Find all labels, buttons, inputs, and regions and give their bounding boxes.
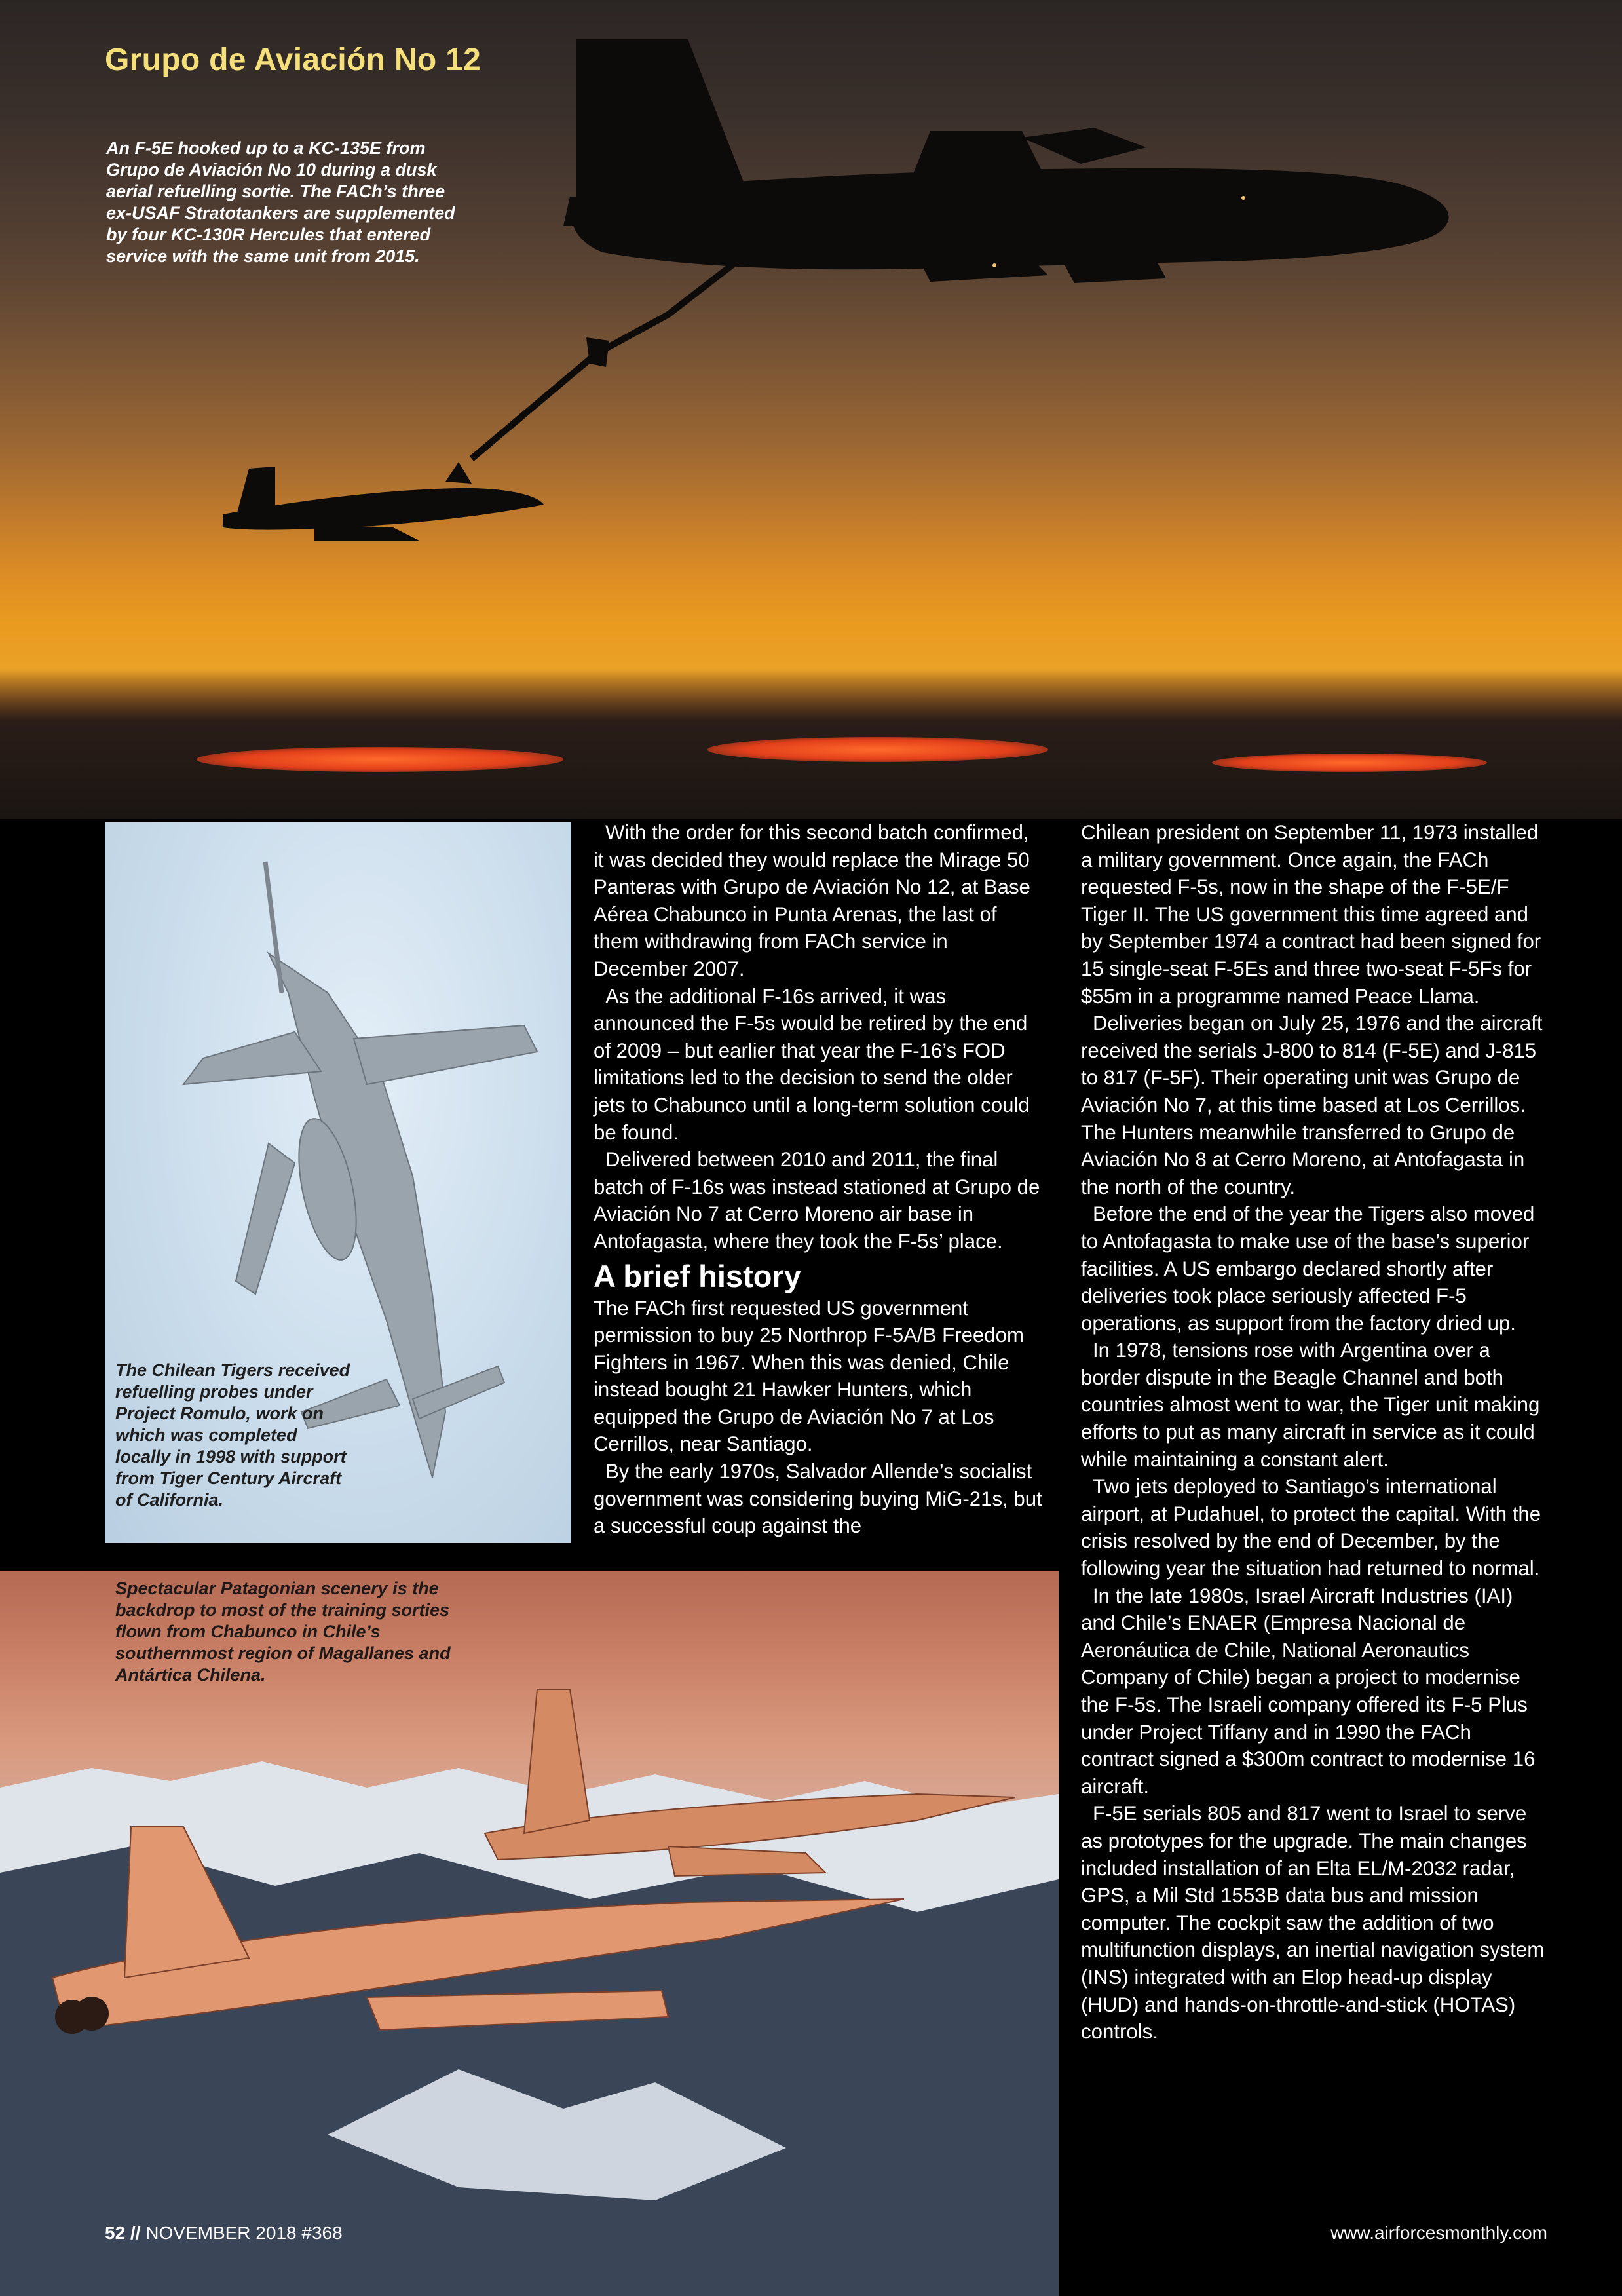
article-column-right: [1081, 819, 1546, 2046]
page-folio: [105, 2223, 343, 2244]
article-paragraph: In the late 1980s, Israel Aircraft Industries (IAI) and Chile’s ENAER (Empresa Nacional de Aeronáutica de Chile, National Aeronautics Company of Chile) began a project to modernise the F-5s. The Israeli company offered its F-5 Plus under Project Tiffany and in 1990 the FACh contract signed a $300m contract to modernise 16 aircraft.: [1081, 1584, 1536, 1798]
inset-photo: [105, 822, 571, 1543]
article-paragraph: In 1978, tensions rose with Argentina over a border dispute in the Beagle Channel and both countries almost went to war, the Tiger unit making efforts to put as many aircraft in service as it could while maintaining a constant alert.: [1081, 1339, 1540, 1471]
article-paragraph: Deliveries began on July 25, 1976 and the aircraft received the serials J-800 to 814 (F-5E) and J-815 to 817 (F-5F). Their operating unit was Grupo de Aviación No 7, at this time based at Los Cerrillos. The Hunters meanwhile transferred to Grupo de Aviación No 8 at Cerro Moreno, at Antofagasta in the north of the country.: [1081, 1012, 1543, 1198]
website-link[interactable]: www.airforcesmonthly.com: [1330, 2223, 1547, 2243]
article-column-middle: [594, 819, 1044, 1540]
article-paragraph: As the additional F-16s arrived, it was announced the F-5s would be retired by the end of 2009 – but earlier that year the F-16’s FOD limitations led to the decision to send the older jets to Chabunco until a long-term solution could be found.: [594, 984, 1030, 1144]
kc-135-tanker-silhouette: [563, 39, 1449, 283]
f-5e-fighter-silhouette: [223, 462, 544, 541]
article-paragraph: F-5E serials 805 and 817 went to Israel to serve as prototypes for the upgrade. The main changes included installation of an Elta EL/M-2032 radar, GPS, a Mil Std 1553B data bus and mission computer. The cockpit saw the addition of two multifunction displays, an inertial navigation system (INS) integrated with an Elop head-up display (HUD) and hands-on-throttle-and-stick (HOTAS) controls.: [1081, 1802, 1545, 2044]
folio-separator: //: [130, 2223, 141, 2243]
article-paragraph: Before the end of the year the Tigers also moved to Antofagasta to make use of the base’s superior facilities. A US embargo declared shortly after deliveries took place seriously affected F-5 operations, as support from the factory dried up.: [1081, 1202, 1535, 1335]
article-paragraph: Delivered between 2010 and 2011, the final batch of F-16s was instead stationed at Grupo de Aviación No 7 at Cerro Moreno air base in Antofagasta, where they took the F-5s’ place.: [594, 1148, 1040, 1253]
page-number: 52: [105, 2223, 126, 2243]
article-paragraph: By the early 1970s, Salvador Allende’s socialist government was considering buying MiG-21s, but a successful coup against the: [594, 1460, 1042, 1538]
issue-label: NOVEMBER 2018 #368: [145, 2223, 343, 2243]
inset-photo-caption: The Chilean Tigers received refuelling probes under Project Romulo, work on which was completed locally in 1998 with support from Tiger Century Aircraft of California.: [115, 1360, 350, 1510]
section-heading: A brief history: [594, 1258, 801, 1293]
hero-photo: [0, 0, 1622, 819]
article-paragraph: Two jets deployed to Santiago’s international airport, at Pudahuel, to protect the capital. With the crisis resolved by the end of December, by the following year the situation had returned to normal.: [1081, 1475, 1541, 1580]
refuelling-aircraft-silhouettes: [0, 0, 1622, 819]
scenery-photo-caption: Spectacular Patagonian scenery is the backdrop to most of the training sorties flown from Chabunco in Chile’s southernmost region of Magallanes and Antártica Chilena.: [115, 1578, 451, 1685]
page-title: Grupo de Aviación No 12: [105, 43, 481, 77]
article-paragraph: With the order for this second batch confirmed, it was decided they would replace the Mirage 50 Panteras with Grupo de Aviación No 12, at Base Aérea Chabunco in Punta Arenas, the last of them withdrawing from FACh service in December 2007.: [594, 821, 1030, 980]
article-paragraph: The FACh first requested US government permission to buy 25 Northrop F-5A/B Freedom Fighters in 1967. When this was denied, Chile instead bought 21 Hawker Hunters, which equipped the Grupo de Aviación No 7 at Los Cerrillos, near Santiago.: [594, 1296, 1024, 1456]
article-paragraph: Chilean president on September 11, 1973 installed a military government. Once again, the FACh requested F-5s, now in the shape of the F-5E/F Tiger II. The US government this time agreed and by September 1974 a contract had been signed for 15 single-seat F-5Es and three two-seat F-5Fs for $55m in a programme named Peace Llama.: [1081, 821, 1541, 1008]
hero-photo-caption: An F-5E hooked up to a KC-135E from Grupo de Aviación No 10 during a dusk aerial refuelling sortie. The FACh’s three ex-USAF Stratotankers are supplemented by four KC-130R Hercules that entered service with the same unit from 2015.: [106, 138, 455, 266]
patagonia-scenery-photo: [0, 1571, 1059, 2296]
